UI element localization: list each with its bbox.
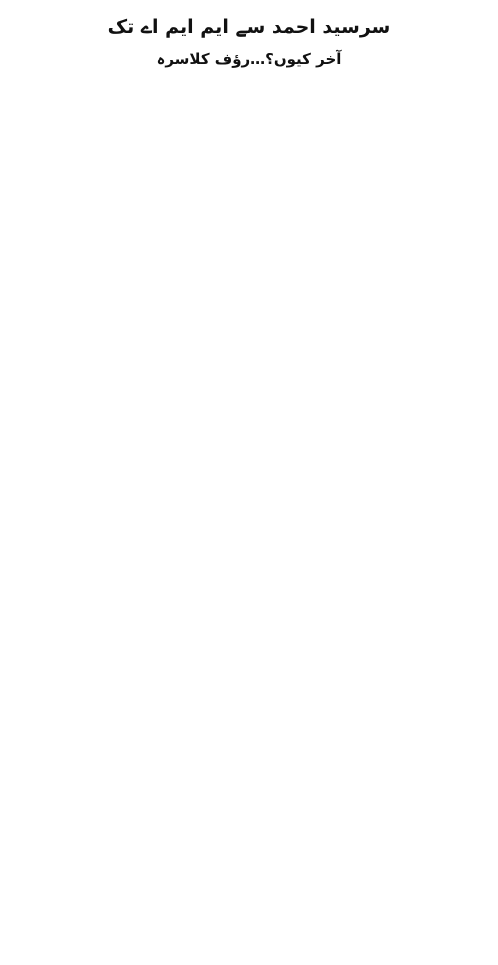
article-line <box>6 466 492 485</box>
article-line <box>6 136 492 155</box>
article-line <box>6 78 492 97</box>
article-line <box>6 408 492 427</box>
article-line <box>6 369 492 388</box>
article-line <box>6 253 492 272</box>
article-line <box>6 505 492 524</box>
article-line <box>6 485 492 504</box>
article-subtitle-byline: آخر کیوں؟…رؤف کلاسرہ <box>156 50 342 68</box>
article-line <box>6 214 492 233</box>
article-line <box>6 602 492 621</box>
article-line <box>6 660 492 679</box>
article-line <box>6 291 492 310</box>
article-line <box>6 640 492 659</box>
article-line <box>6 621 492 640</box>
article-line <box>6 311 492 330</box>
article-line <box>6 582 492 601</box>
article-headline: سرسید احمد سے ایم ایم اے تک <box>107 16 391 38</box>
article-line <box>6 272 492 291</box>
article-line <box>6 175 492 194</box>
article-line <box>6 330 492 349</box>
article-line <box>6 97 492 116</box>
article-line <box>6 233 492 252</box>
article-line <box>6 349 492 368</box>
article-body <box>6 78 492 679</box>
article-line <box>6 117 492 136</box>
article-line <box>6 194 492 213</box>
article-line <box>6 388 492 407</box>
article-line <box>6 446 492 465</box>
article-line <box>6 156 492 175</box>
article-line <box>6 543 492 562</box>
article-line <box>6 563 492 582</box>
article-line <box>6 524 492 543</box>
article-line <box>6 427 492 446</box>
